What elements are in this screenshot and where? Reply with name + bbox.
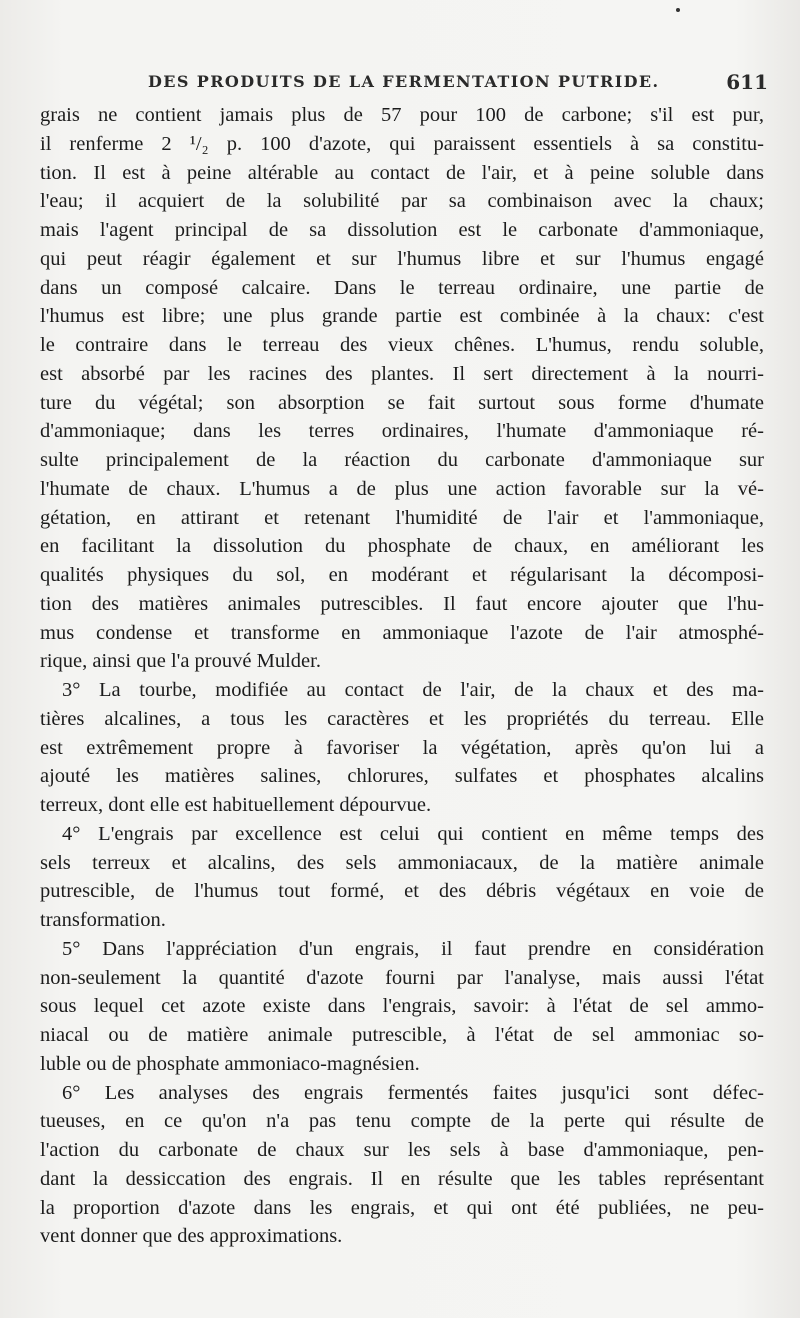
text-line: tion des matières animales putrescibles. Il faut encore ajouter que l'hu-: [40, 592, 764, 615]
text-line: dans un composé calcaire. Dans le terreau ordinaire, une partie de: [40, 276, 764, 299]
text-line: mais l'agent principal de sa dissolution est le carbonate d'ammoniaque,: [40, 219, 764, 241]
text-line: non-seulement la quantité d'azote fourni par l'analyse, mais aussi l'état: [40, 966, 764, 989]
text-line: terreux, dont elle est habituellement dépourvue.: [40, 794, 432, 816]
text-line: la proportion d'azote dans les engrais, et qui ont été publiées, ne peu-: [40, 1196, 764, 1219]
ink-speck: [676, 8, 680, 12]
text-line: sous lequel cet azote existe dans l'engrais, savoir: à l'état de sel ammo-: [40, 995, 764, 1018]
text-line: l'action du carbonate de chaux sur les sels à base d'ammoniaque, pen-: [40, 1139, 764, 1161]
text-line: niacal ou de matière animale putrescible, à l'état de sel ammoniac so-: [40, 1024, 764, 1046]
text-line: 5° Dans l'appréciation d'un engrais, il faut prendre en considération: [62, 937, 764, 960]
text-line: 6° Les analyses des engrais fermentés faites jusqu'ici sont défec-: [62, 1081, 764, 1104]
page-header: [148, 72, 768, 102]
text-line: tueuses, en ce qu'on n'a pas tenu compte de la perte qui résulte de: [40, 1110, 764, 1133]
text-line: luble ou de phosphate ammoniaco-magnésien.: [40, 1052, 420, 1075]
text-line: qualités physiques du sol, en modérant et régularisant la décomposi-: [40, 564, 764, 586]
text-line: dant la dessiccation des engrais. Il en résulte que les tables représentant: [40, 1167, 764, 1190]
text-line: 4° L'engrais par excellence est celui qui contient en même temps des: [62, 822, 764, 845]
text-line: transformation.: [40, 909, 166, 931]
page-number: 611: [726, 70, 768, 94]
text-line: il renferme 2 ¹/₂ p. 100 d'azote, qui paraissent essentiels à sa constitu-: [40, 132, 764, 155]
text-line: rique, ainsi que l'a prouvé Mulder.: [40, 650, 321, 673]
text-line: 3° La tourbe, modifiée au contact de l'air, de la chaux et des ma-: [62, 679, 764, 701]
text-line: d'ammoniaque; dans les terres ordinaires, l'humate d'ammoniaque ré-: [40, 420, 764, 443]
text-line: l'eau; il acquiert de la solubilité par sa combinaison avec la chaux;: [40, 190, 764, 213]
text-line: ajouté les matières salines, chlorures, sulfates et phosphates alcalins: [40, 765, 764, 788]
text-line: l'humate de chaux. L'humus a de plus une action favorable sur la vé-: [40, 477, 764, 500]
text-line: sels terreux et alcalins, des sels ammoniacaux, de la matière animale: [40, 851, 764, 874]
text-line: tières alcalines, a tous les caractères et les propriétés du terreau. Elle: [40, 707, 764, 730]
running-title: DES PRODUITS DE LA FERMENTATION PUTRIDE.: [148, 72, 660, 91]
text-line: ture du végétal; son absorption se fait surtout sous forme d'humate: [40, 391, 764, 414]
text-line: tion. Il est à peine altérable au contact de l'air, et à peine soluble dans: [40, 161, 764, 184]
text-line: mus condense et transforme en ammoniaque l'azote de l'air atmosphé-: [40, 621, 764, 644]
body-text: [40, 101, 764, 1251]
text-line: en facilitant la dissolution du phosphate de chaux, en améliorant les: [40, 535, 764, 558]
text-line: est absorbé par les racines des plantes. Il sert directement à la nourri-: [40, 362, 764, 385]
text-line: grais ne contient jamais plus de 57 pour 100 de carbone; s'il est pur,: [40, 104, 764, 126]
text-line: gétation, en attirant et retenant l'humidité de l'air et l'ammoniaque,: [40, 506, 764, 529]
text-line: vent donner que des approximations.: [40, 1225, 343, 1248]
text-line: le contraire dans le terreau des vieux chênes. L'humus, rendu soluble,: [40, 334, 764, 356]
text-line: l'humus est libre; une plus grande partie est combinée à la chaux: c'est: [40, 305, 764, 328]
text-line: sulte principalement de la réaction du carbonate d'ammoniaque sur: [40, 449, 764, 471]
text-line: qui peut réagir également et sur l'humus libre et sur l'humus engagé: [40, 247, 764, 270]
text-line: est extrêmement propre à favoriser la végétation, après qu'on lui a: [40, 736, 764, 759]
text-line: putrescible, de l'humus tout formé, et des débris végétaux en voie de: [40, 880, 764, 903]
